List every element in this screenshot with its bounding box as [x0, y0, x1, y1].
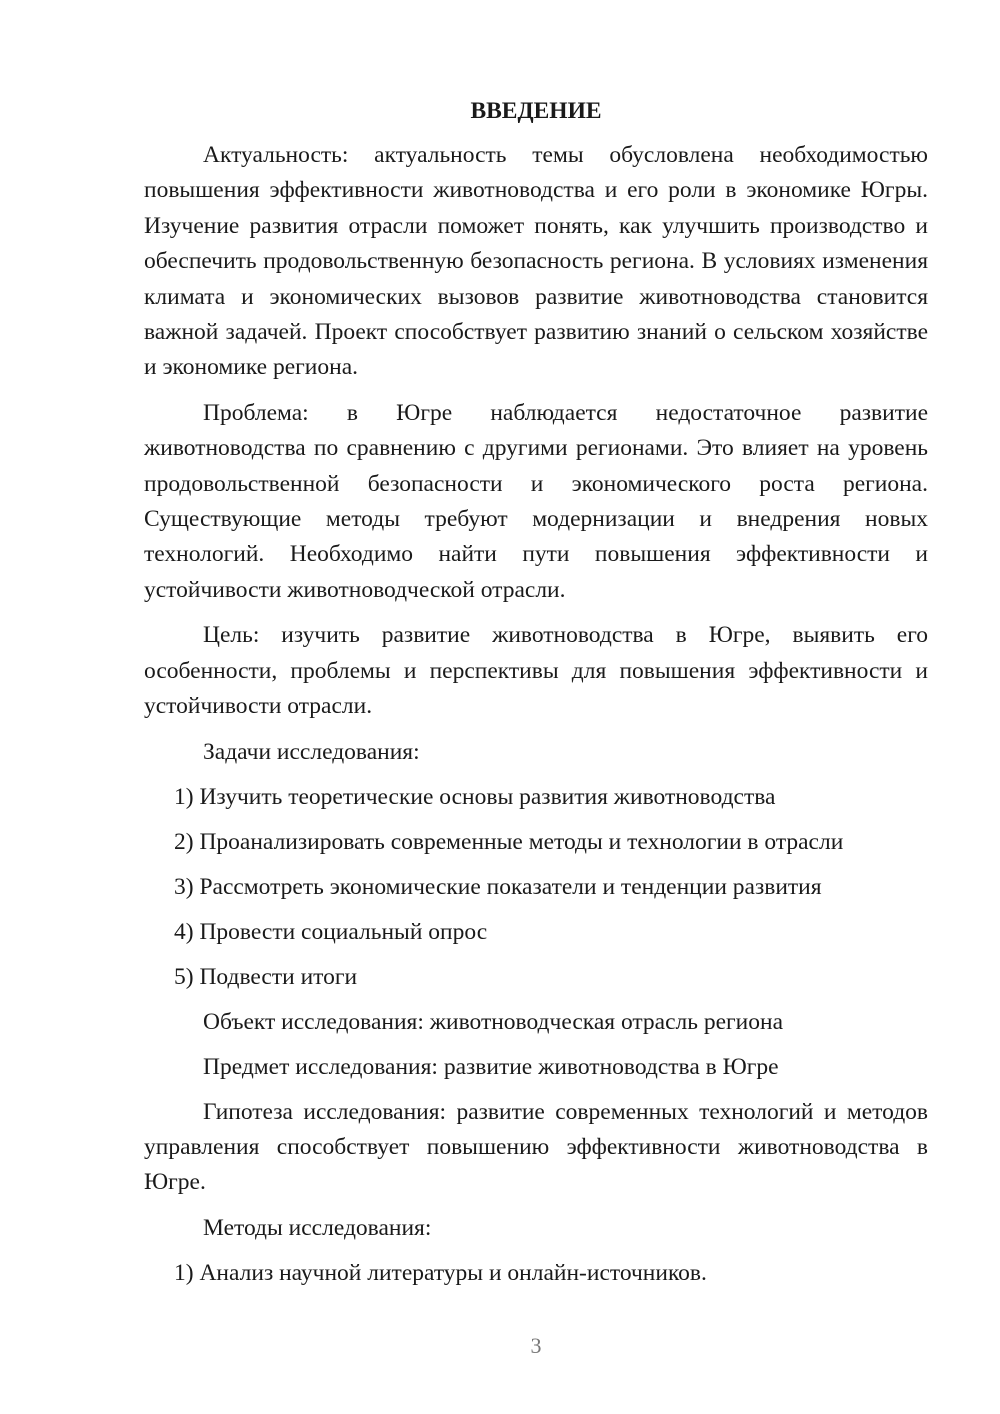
task-item-4: 4) Провести социальный опрос [174, 918, 488, 945]
problem-paragraph: Проблема: в Югре наблюдается недостаточное развитие животноводства по сравнению с другими регионами. Это влияет на уровень продовольственной безопасности и экономического роста региона. Существующие методы требуют модернизации и внедрения новых технологий. Необходимо найти пути повышения эффективности и устойчивости животноводческой отрасли. [144, 399, 928, 603]
task-item-5: 5) Подвести итоги [174, 963, 358, 990]
method-item-1: 1) Анализ научной литературы и онлайн-источников. [174, 1259, 707, 1286]
task-item-1: 1) Изучить теоретические основы развития животноводства [174, 783, 776, 810]
research-object: Объект исследования: животноводческая отрасль региона [203, 1008, 784, 1035]
task-item-3: 3) Рассмотреть экономические показатели и тенденции развития [174, 873, 822, 900]
task-item-2: 2) Проанализировать современные методы и технологии в отрасли [174, 828, 844, 855]
relevance-paragraph: Актуальность: актуальность темы обусловлена необходимостью повышения эффективности животноводства и его роли в экономике Югры. Изучение развития отрасли поможет понять, как улучшить производство и обеспечить продовольственную безопасность региона. В условиях изменения климата и экономических вызовов развитие животноводства становится важной задачей. Проект способствует развитию знаний о сельском хозяйстве и экономике региона. [144, 142, 928, 381]
methods-heading: Методы исследования: [203, 1214, 432, 1241]
page-content [144, 96, 928, 1301]
hypothesis-paragraph: Гипотеза исследования: развитие современных технологий и методов управления способствует повышению эффективности животноводства в Югре. [144, 1098, 928, 1196]
page-number: 3 [530, 1333, 542, 1358]
goal-paragraph: Цель: изучить развитие животноводства в Югре, выявить его особенности, проблемы и перспективы для повышения эффективности и устойчивости отрасли. [144, 622, 928, 720]
section-title: ВВЕДЕНИЕ [470, 98, 602, 124]
tasks-heading: Задачи исследования: [203, 738, 420, 765]
research-subject: Предмет исследования: развитие животноводства в Югре [203, 1053, 779, 1080]
